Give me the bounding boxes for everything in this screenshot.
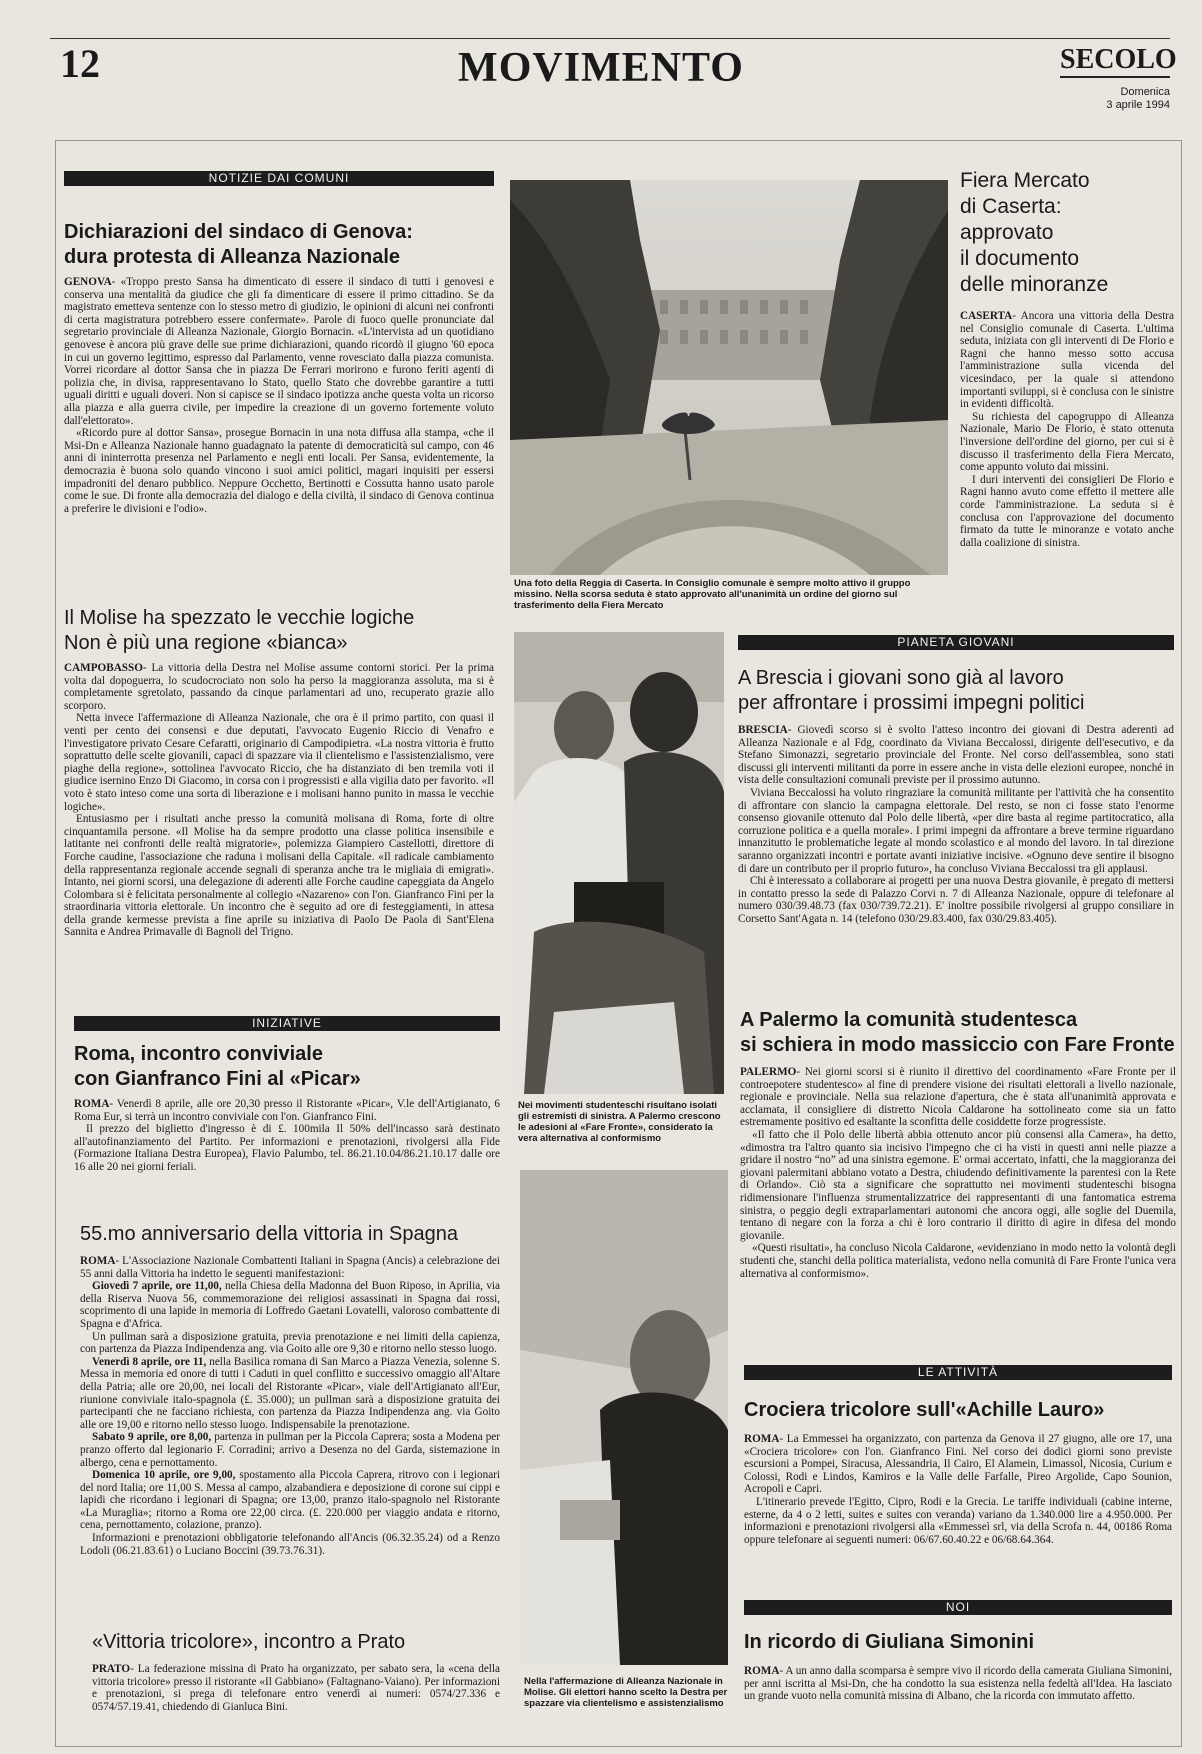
dateline: BRESCIA [738,724,788,736]
event-date: Sabato 9 aprile, ore 8,00, [92,1431,212,1444]
event-date: Giovedì 7 aprile, ore 11,00, [92,1280,222,1293]
article-brescia-title-2: per affrontare i prossimi impegni politici [738,692,1085,714]
article-palermo-body [740,1066,1176,1346]
title-line: approvato [960,221,1054,244]
article-spagna-title: 55.mo anniversario della vittoria in Spagna [80,1223,458,1245]
photo-reggia-image [510,180,948,575]
title-line: delle minoranze [960,273,1109,296]
article-simonini [744,1630,1172,1729]
header-rule [50,38,1170,39]
section-bar-iniziative: INIZIATIVE [74,1016,500,1031]
section-title: MOVIMENTO [458,45,744,91]
dateline: ROMA [744,1433,780,1445]
newspaper-logo: SECOLO [1060,44,1170,78]
article-text: Viviana Beccalossi ha voluto ringraziare la comunità militante per l'attività che ha consentito di affrontare con slancio la campagna elettorale. Del resto, se non ci fosse stato l'enorme consenso giovanile ottenuto dal Polo delle libertà, «per dire basta al regime partitocratico, alla corruzione politica e a quella morale». I primi impegni da affrontare a breve termine riguardano innanzitutto le problematiche legate al mondo scolastico e al mondo del lavoro. In tal direzione saranno organizzati incontri e portate avanti iniziative incisive. «Ognuno deve sentire il bisogno di dare un contributo per il proprio futuro», ha concluso Viviana Beccalossi tra gli applausi. [738,786,1174,875]
article-picar-body [74,1098,500,1190]
article-simonini-body [744,1665,1172,1729]
article-text: - La vittoria della Destra nel Molise assume contorni storici. Per la prima volta dal dopoguerra, lo scudocrociato non solo ha perso la maggioranza assoluta, ma si è completamente sgretolato, passando da cinque parlamentari ad uno, recuperato grazie allo scorporo. [64,662,494,712]
photo-students-image [514,632,724,1094]
article-genova [64,220,494,588]
article-text: - L'Associazione Nazionale Combattenti Italiani in Spagna (Ancis) a celebrazione dei 55 anni dalla Vittoria ha indetto le seguenti manifestazioni: [80,1255,500,1280]
article-text: - La federazione missina di Prato ha organizzato, per sabato sera, la «cena della vittoria tricolore» presso il ristorante «Il Gabbiano» (Faltagnano-Vaiano). Per informazioni e prenotazioni, si prega di telefonare entro venerdì ai numeri: 0574/27.336 e 0574/57.19.41, chiedendo di Gianluca Bini. [92,1663,500,1713]
article-text: - Ancora una vittoria della Destra nel Consiglio comunale di Caserta. L'ultima seduta, iniziata con gli interventi di De Florio e Ragni che hanno messo sotto accusa l'amministrazione sulla vicenda del vicesindaco, per la quale si attendono importanti sviluppi, si è conclusa con le sinistre in evidenti difficoltà. [960,310,1174,411]
article-molise-title-2: Non è più una regione «bianca» [64,632,348,654]
article-text: spostamento alla Piccola Caprera, ritrovo con i legionari del nord Italia; ore 11,00 S. Messa al campo, alzabandiera e deposizione di corone sui cippi e lapidi che ricordano i legionari di Spagna; ore 13,00, pranzo italo-spagnolo nel Ristorante «La Muraglia»; ritorno a Roma ore 22,00 circa. (£. 220.000 per viaggio andata e ritorno, cena, pernottamento, colazione, pranzo). [80,1469,500,1532]
event-date: Venerdì 8 aprile, ore 11, [92,1355,207,1368]
article-text: nella Chiesa della Madonna del Buon Riposo, in Aprilia, via della Riserva Nuova 56, commemorazione dei religiosi assassinati in Spagna dai rossi, scoprimento di una lapide in memoria di Loffredo Gaetani Lovatelli, valoroso combattente di Spagna e d'Africa. [80,1280,500,1330]
section-bar-pianeta-giovani: PIANETA GIOVANI [738,635,1174,650]
article-crociera-title: Crociera tricolore sull'«Achille Lauro» [744,1399,1105,1421]
article-molise-title-1: Il Molise ha spezzato le vecchie logiche [64,607,415,629]
article-caserta-title [960,168,1174,298]
dateline: PRATO [92,1663,131,1675]
article-picar-title-1: Roma, incontro conviviale [74,1043,323,1065]
photo-reggia-caserta [510,180,948,575]
photo-students-caption: Nei movimenti studenteschi risultano isolati gli estremisti di sinistra. A Palermo crescono le adesioni al «Fare Fronte», considerato la vera alternativa al conformismo [518,1100,721,1144]
article-brescia-title-1: A Brescia i giovani sono già al lavoro [738,667,1064,689]
title-line: il documento [960,247,1080,270]
article-palermo [740,1008,1176,1346]
article-brescia [738,666,1174,994]
dateline: PALERMO [740,1066,797,1078]
dateline: ROMA [744,1665,780,1677]
article-caserta [960,168,1174,612]
article-text: Il prezzo del biglietto d'ingresso è di £. 100mila Il 50% dell'incasso sarà destinato all'autofinanziamento del Partito. Per informazioni e prenotazioni, rivolgersi alla Fide (Formazione Italiana Destra Europea), Flavio Palumbo, tel. 86.21.10.04/86.21.10.17 dalle ore 16 alle 20 nei giorni feriali. [74,1123,500,1173]
article-picar [74,1042,500,1190]
section-bar-attivita: LE ATTIVITÀ [744,1365,1172,1380]
photo-students [514,632,724,1094]
article-text: L'itinerario prevede l'Egitto, Cipro, Rodi e la Grecia. Le tariffe individuali (cabine interne, esterne, da 4 o 2 letti, suites e suites con veranda) variano da 1.340.000 lire a 4.950.000. Per informazioni e prenotazioni rivolgersi alla «Emmesseì srl, via della Scrofa n. 44, 00186 Roma oppure telefonare ai seguenti numeri: 06/67.60.40.22 e 06/68.64.364. [744,1495,1172,1546]
article-palermo-title-2: si schiera in modo massiccio con Fare Fronte [740,1034,1175,1056]
title-line: Fiera Mercato [960,169,1090,192]
section-bar-noi: NOI [744,1600,1172,1615]
article-text: partenza in pullman per la Piccola Caprera; sosta a Modena per pranzo offerto dal legionario F. Corradini; arrivo a Desenza no del Garda, sistemazione in albergo, cena e pernottamento. [80,1431,500,1469]
article-text: - A un anno dalla scomparsa è sempre vivo il ricordo della camerata Giuliana Simonini, per anni iscritta al Msi-Dn, che ha condotto la sua esistenza nella fedeltà all'Idea. Ha lasciato un grande vuoto nella comunità missina di Albano, che la ricorda con immutato affetto. [744,1665,1172,1703]
article-palermo-title-1: A Palermo la comunità studentesca [740,1009,1078,1031]
article-caserta-body [960,310,1174,612]
article-text: «Ricordo pure al dottor Sansa», prosegue Bornacin in una nota diffusa alla stampa, «che il Msi-Dn e Alleanza Nazionale hanno guadagnato la patente di democraticità sul campo, con 46 anni di ininterrotta presenza nel Parlamento e negli enti locali. Per Sansa, evidentemente, la democrazia è buona solo quando vincono i suoi amici politici, magari inquisiti per essersi impadroniti del denaro pubblico. Neppure Occhetto, Bertinotti e Cossutta hanno usato parole come le sue. Di fronte alla democrazia del dialogo e della civiltà, il sindaco di Genova continua a preferire le divisioni e l'odio». [64,427,494,515]
section-bar-notizie: NOTIZIE DAI COMUNI [64,171,494,186]
article-genova-title-1: Dichiarazioni del sindaco di Genova: [64,221,413,243]
article-text: Netta invece l'affermazione di Alleanza Nazionale, che ora è il primo partito, con quasi il venti per cento dei consensi e due deputati, l'avvocato Eugenio Riccio di Venafro e l'investigatore privato Cesare Cefaratti, originario di Campodipietra. «La nostra vittoria è frutto soprattutto delle scelte giovanili, capaci di spazzare via il clientelismo e l'assistenzialismo, vere piaghe della regione», sottolinea l'avvocato Riccio, che ha distanziato di ben tremila voti il giudice isernino Enzo Di Giacomo, in corsa con i progressisti e alla vigilia dato per favorito. «Il voto è stato inteso come una sorta di liberazione e i molisani hanno punito in massa le vecchie logiche». [64,712,494,813]
article-crociera [744,1398,1172,1583]
article-picar-title-2: con Gianfranco Fini al «Picar» [74,1068,361,1090]
article-spagna-body [80,1255,500,1625]
article-text: «Questi risultati», ha concluso Nicola Caldarone, «evidenziano in modo netto la volontà degli studenti che, stanchi della politica materialista, vedono nella comunità di Fare Fronte l'unica vera alternativa al conformismo». [740,1242,1176,1280]
article-text: I duri interventi dei consiglieri De Florio e Ragni hanno avuto come effetto il mettere alle corde l'amministrazione. La seduta si è conclusa con l'approvazione del documento firmato da tutte le minoranze e votato anche dalla coalizione di sinistra. [960,473,1174,549]
article-text: nella Basilica romana di San Marco a Piazza Venezia, solenne S. Messa in memoria ed onore di tutti i Caduti in quel conflitto e successivo omaggio all'Altare della Patria; alle ore 20,00, nei locali del Ristorante «Picar», viale dell'Artigianato all'Eur, riunione conviviale italo-spagnola (£. 35.000); un pullman sarà a disposizione gratuita dei partecipanti che ne facciano richiesta, con partenza da Piazza Indipendenza ang. via Goito alle ore 19,00 e ritorno nello stesso luogo. Indispensabile la prenotazione. [80,1355,500,1431]
article-text: - Venerdì 8 aprile, alle ore 20,30 presso il Ristorante «Picar», V.le dell'Artigianato, 6 Roma Eur, si terrà un incontro conviviale con l'on. Gianfranco Fini. [74,1098,500,1123]
article-crociera-body [744,1433,1172,1583]
photo-molise [520,1170,728,1665]
issue-day: Domenica [1120,86,1170,98]
article-genova-body [64,276,494,588]
article-text: - La Emmessei ha organizzato, con partenza da Genova il 27 giugno, alle ore 17, una «Crociera tricolore» con l'on. Gianfranco Fini. Nel corso dei dodici giorni sono previste escursioni a Pompei, Siracusa, Alessandria, Il Cairo, El Alamein, Limassol, Nicosia, Curium e Colossi, Rodi e Lindos, Kamiros e la Valle delle Farfalle, Pireo Argolide, Capo Sounion, Acropoli e Capri. [744,1433,1172,1496]
article-text: - Nei giorni scorsi si è riunito il direttivo del coordinamento «Fare Fronte per il controepotere studentesco» al fine di prendere visione dei risultati elettorali a livello nazionale, regionale e provinciale. Nella sua relazione d'apertura, che è stata all'unanimità approvata e acclamata, il consigliere di distretto Nicola Caldarone ha sottolineato come sia un fatto estremamente positivo ed esaltante la sconfitta delle cosiddette forze progressiste. [740,1066,1176,1129]
article-brescia-body [738,724,1174,994]
dateline: CASERTA [960,310,1013,322]
article-prato-body [92,1663,500,1725]
article-text: - Giovedì scorso si è svolto l'atteso incontro dei giovani di Destra aderenti ad Alleanza Nazionale e al Fdg, coordinato da Viviana Beccalossi, dirigente dell'esecutivo, e da Stefano Simonazzi, segretario provinciale del Fronte. Nel corso dell'assemblea, sono stati discussi gli interventi militanti da porre in essere anche in vista delle elezioni europee, nonché in vista delle consultazioni comunali previste per il prossimo autunno. [738,724,1174,787]
dateline: CAMPOBASSO [64,662,143,674]
article-genova-title-2: dura protesta di Alleanza Nazionale [64,246,401,268]
article-text: Chi è interessato a collaborare ai progetti per una nuova Destra giovanile, è pregato di mettersi in contatto presso la sede di Palazzo Corvi n. 7 di Alleanza Nazionale, oppure di telefonare al numero 030/39.48.73 (fax 030/739.72.21). E' inoltre possibile rivolgersi al gruppo consiliare in Corsetto Sant'Agata n. 14 (telefono 030/29.83.400, fax 030/29.83.405). [738,875,1174,925]
article-text: Informazioni e prenotazioni obbligatorie telefonando all'Ancis (06.32.35.24) od a Renzo Lodoli (06.21.83.61) o Luciano Boccini (39.73.76.31). [80,1532,500,1557]
dateline: ROMA [74,1098,110,1110]
article-simonini-title: In ricordo di Giuliana Simonini [744,1631,1035,1653]
photo-molise-caption: Nella l'affermazione di Alleanza Nazionale in Molise. Gli elettori hanno scelto la Destra per spazzare via clientelismo e assistenzialismo [524,1676,728,1709]
event-date: Domenica 10 aprile, ore 9,00, [92,1469,236,1482]
page-number: 12 [60,41,100,86]
article-text: Un pullman sarà a disposizione gratuita, previa prenotazione e nei limiti della capienza, con partenza da Piazza Indipendenza ang. via Goito alle ore 9,30 e ritorno nello stesso luogo. [80,1330,500,1356]
dateline: ROMA [80,1255,116,1267]
photo-molise-image [520,1170,728,1665]
issue-date-text: 3 aprile 1994 [1106,99,1170,111]
title-line: di Caserta: [960,195,1062,218]
article-text: Entusiasmo per i risultati anche presso la comunità molisana di Roma, forte di oltre cinquantamila persone. «Il Molise ha da sempre prodotto una classe politica insensibile e latitante nei confronti delle realtà migratorie», polemizza Giampiero Castellotti, direttore di Forche caudine, l'associazione che raduna i molisani della Capitale. «Il radicale cambiamento della rappresentanza regionale accende segnali di speranza anche tra le migliaia di emigrati». Intanto, nei giorni scorsi, una delegazione di aderenti alle Forche caudine capeggiata da Angelo Colombara si è felicitata personalmente al collegio «Nazareno» con l'on. Gianfranco Fini per la straordinaria vittoria elettorale. Un incontro che è seguito ad ore di festeggiamenti, in attesa della grande kermesse prevista a fine aprile su iniziativa di Paolo De Paola di Sant'Elena Sannita e Andrea Primavalle di Bagnoli del Trigno. [64,813,494,939]
article-molise [64,606,494,992]
article-text: Su richiesta del capogruppo di Alleanza Nazionale, Mario De Florio, è stato ottenuta l'inversione dell'ordine del giorno, per cui si è discusso il trasferimento della Fiera Mercato, come appunto voluto dai missini. [960,410,1174,474]
article-molise-body [64,662,494,992]
article-spagna [80,1222,500,1625]
article-text: - «Troppo presto Sansa ha dimenticato di essere il sindaco di tutti i genovesi e conserva una mentalità da giudice che gli fa dimenticare di essere il primo cittadino. Se da magistrato emetteva sentenze con lo stesso metro di giudizio, le opinioni di alcuni nei confronti di certa magistratura potrebbero essere confermate». Parole di fuoco quelle pronunciate dal segretario provinciale di Alleanza Nazionale, Giorgio Bornacin. «L'intervista ad un quotidiano genovese è ancora più grave delle sue prime dichiarazioni, quando ricordò il giugno '60 epoca in cui un governo legittimo, espresso dal Parlamento, venne rovesciato dalla piazza comunista. Vorrei ricordare al dottor Sansa che in piazza De Ferrari morirono e furono feriti agenti di polizia che, in divisa, rappresentavano lo Stato, quello Stato che dovrebbe garantire a tutti uguali diritti e uguali doveri. Non si capisce se il sindaco ipotizza anche questa volta un ricorso alla piazza e alla guerra civile, per impedire la creazione di un governo fortemente voluto dall'elettorato». [64,276,494,427]
article-prato-title: «Vittoria tricolore», incontro a Prato [92,1631,406,1653]
article-prato [92,1630,500,1725]
dateline: GENOVA [64,276,112,288]
article-text: «Il fatto che il Polo delle libertà abbia ottenuto ancor più consensi alla Camera», ha detto, «dimostra tra l'altro quanto sia incisivo l'impegno che ci ha visti in questi anni nelle piazze a gridare il nostro “no” ad una sinistra egemone. E' ormai accertato, infatti, che la maggioranza dei giovani palermitani abbiano votato a Destra, chiudendo definitivamente la parentesi con la Rete di Orlando». Ciò sta a significare che soprattutto nei movimenti studenteschi bisogna ridimensionare l'influenza strumentalizzatrice dei rappresentanti di una fantomatica estrema sinistra, o peggio degli extraparlamentari autonomi che ancora oggi, alle soglie del Duemila, tentano di negare con la forza a chi è loro contrario il diritto di agire in difesa del mondo giovanile. [740,1128,1176,1242]
photo-reggia-caption: Una foto della Reggia di Caserta. In Consiglio comunale è sempre molto attivo il gruppo missino. Nella scorsa seduta è stato approvato all'unanimità un ordine del giorno sul trasferimento della Fiera Mercato [514,578,911,611]
issue-date [1020,86,1170,112]
